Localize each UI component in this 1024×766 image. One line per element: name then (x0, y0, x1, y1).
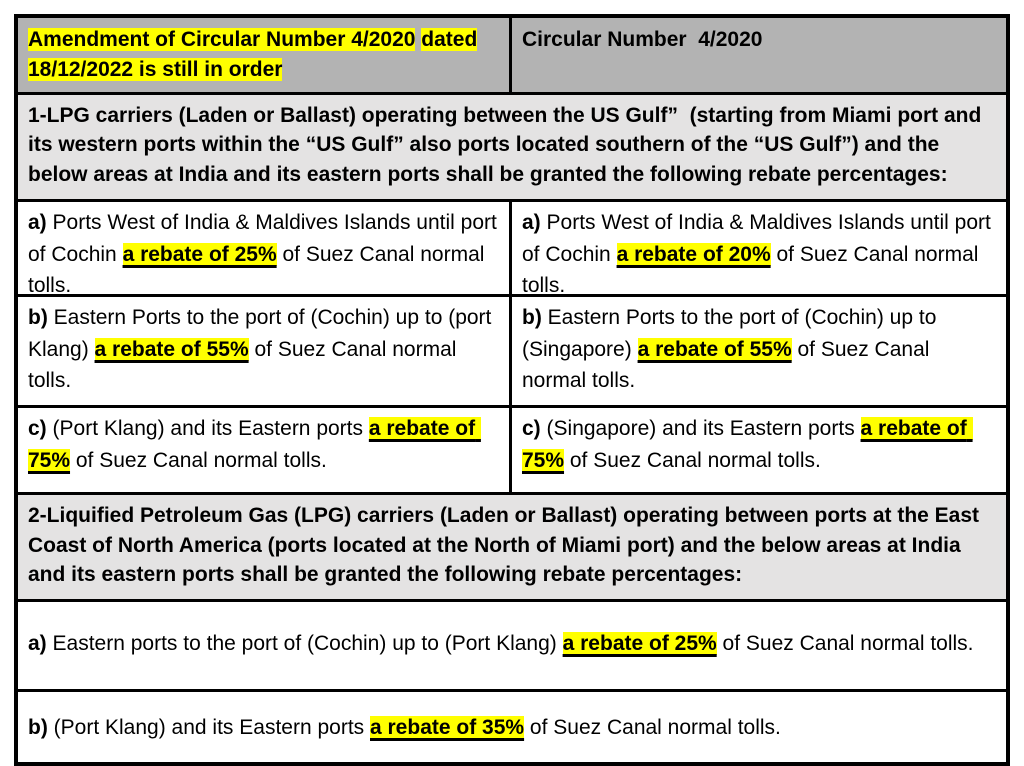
amendment-title-cell (18, 18, 512, 92)
item-text-after: of Suez Canal normal tolls. (28, 242, 491, 298)
item-text-after: of Suez Canal normal tolls. (522, 337, 936, 393)
rebate-value: a rebate of 25% (122, 242, 277, 266)
amendment-title-part1: Amendment of Circular Number 4/2020 (28, 28, 416, 51)
section-2-heading: 2-Liquified Petroleum Gas (LPG) carriers (Laden or Ballast) operating between ports at the East Coast of North America (ports located at the North of Miami port) and the below areas at India and its eastern ports shall be granted the following rebate percentages: (28, 504, 985, 586)
rebate-2a-cell (18, 602, 1006, 689)
circular-title: Circular Number 4/2020 (522, 28, 763, 51)
section-2-heading-cell (18, 495, 1006, 599)
item-text: Eastern ports to the port of (Cochin) up to (Port Klang) (52, 632, 557, 656)
amendment-title-line2: 18/12/2022 is still in order (28, 57, 283, 81)
rebate-row-a (18, 199, 1006, 298)
circular-title-cell (512, 18, 1006, 92)
rebate-row-b (18, 294, 1006, 405)
item-text: Eastern Ports to the port of (Cochin) up to (port Klang) (28, 306, 498, 361)
item-text: (Singapore) and its Eastern ports (546, 417, 855, 441)
item-text-after: of Suez Canal normal tolls. (722, 632, 974, 656)
rebate-value: a rebate of 20% (616, 242, 771, 266)
rebate-value: a rebate of 75% (28, 417, 481, 472)
rebate-value: a rebate of 55% (637, 337, 792, 361)
item-text: Ports West of India & Maldives Islands until port of Cochin (28, 211, 503, 266)
rebate-value: a rebate of 75% (522, 417, 973, 472)
rebate-c-amended-cell (18, 408, 512, 492)
rebate-row-c (18, 405, 1006, 492)
item-text-after: of Suez Canal normal tolls. (529, 716, 781, 740)
item-text-after: of Suez Canal normal tolls. (569, 448, 821, 472)
rebate-b-original-cell (512, 297, 1006, 405)
rebate-b-amended-cell (18, 297, 512, 405)
item-label: b) (28, 306, 48, 330)
rebate-c-original-cell (512, 408, 1006, 492)
item-label: b) (522, 306, 542, 330)
header-row (18, 18, 1006, 92)
item-label: a) (522, 211, 541, 235)
rebate-row-2a (18, 599, 1006, 689)
rebate-row-2b (18, 689, 1006, 762)
amendment-title-part2: dated (421, 28, 478, 51)
rebate-a-amended-cell (18, 202, 512, 298)
rebate-value: a rebate of 35% (370, 716, 525, 740)
rebate-value: a rebate of 55% (94, 337, 249, 361)
section-2-row (18, 492, 1006, 599)
item-text: (Port Klang) and its Eastern ports (53, 716, 365, 740)
item-text-after: of Suez Canal normal tolls. (75, 448, 327, 472)
rebate-a-original-cell (512, 202, 1006, 298)
item-label: c) (28, 417, 47, 441)
section-1-row (18, 92, 1006, 199)
section-1-heading: 1-LPG carriers (Laden or Ballast) operating between the US Gulf” (starting from Miami port and its western ports within the “US Gulf” also ports located southern of the “US Gulf”) and the below areas at India and its eastern ports shall be granted the following rebate percentages: (28, 104, 988, 186)
item-label: a) (28, 211, 47, 235)
item-text-after: of Suez Canal normal tolls. (522, 242, 985, 298)
item-label: a) (28, 632, 47, 656)
item-label: c) (522, 417, 541, 441)
item-text: (Port Klang) and its Eastern ports (52, 417, 364, 441)
rebate-value: a rebate of 25% (562, 632, 717, 656)
rebate-circular-table (14, 14, 1010, 766)
item-text: Eastern Ports to the port of (Cochin) up to (Singapore) (522, 306, 943, 361)
item-text-after: of Suez Canal normal tolls. (28, 337, 463, 393)
item-label: b) (28, 716, 48, 740)
item-text: Ports West of India & Maldives Islands until port of Cochin (522, 211, 997, 266)
section-1-heading-cell (18, 95, 1006, 199)
